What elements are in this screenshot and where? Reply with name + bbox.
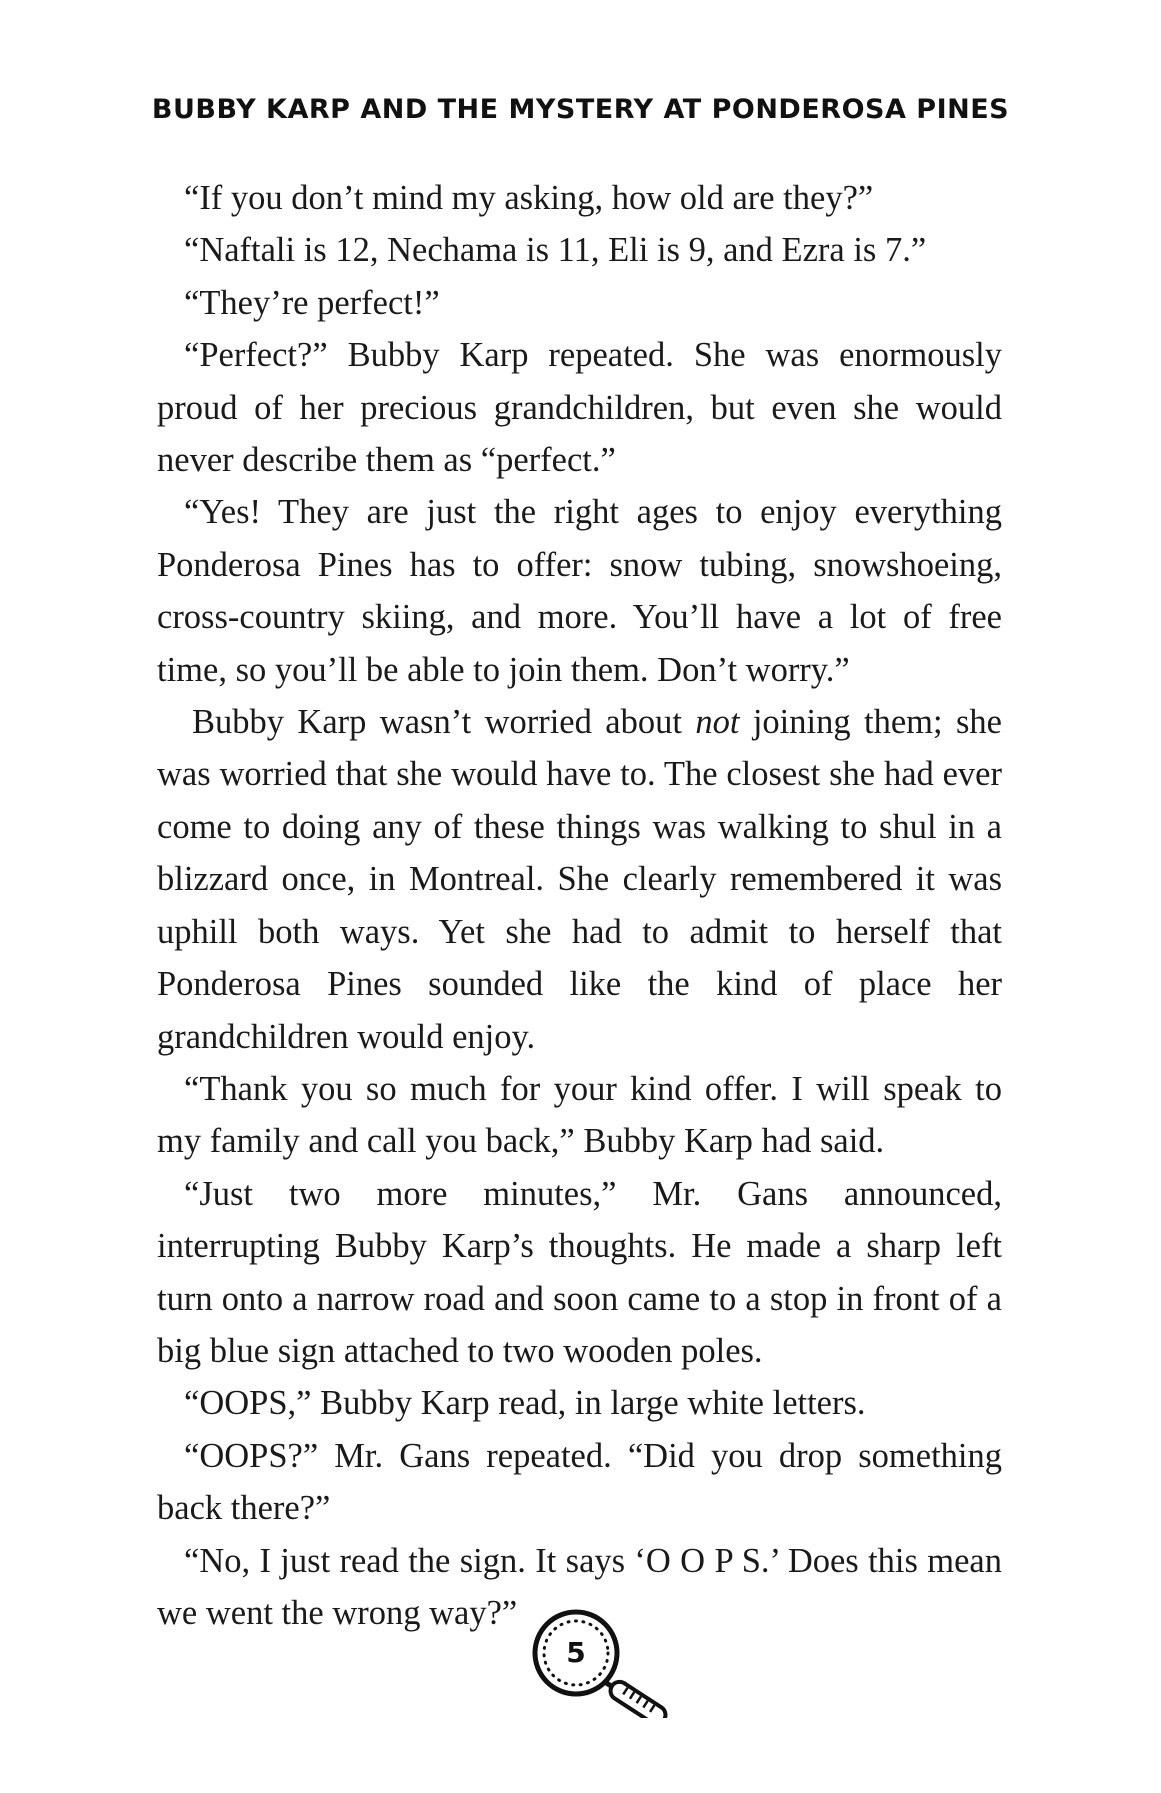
page-folio (524, 1608, 684, 1718)
page-number: 5 (566, 1636, 586, 1669)
running-head: BUBBY KARP AND THE MYSTERY AT PONDEROSA PINES (151, 94, 1010, 125)
body-text (157, 172, 1002, 1639)
paragraph: “Just two more minutes,” Mr. Gans announced, interrupting Bubby Karp’s thoughts. He made a sharp left turn onto a narrow road and soon came to a stop in front of a big blue sign attached to two wooden poles. (157, 1174, 1002, 1370)
paragraph-text: Bubby Karp wasn’t worried about (192, 703, 696, 742)
paragraph: “OOPS,” Bubby Karp read, in large white letters. (184, 1384, 866, 1423)
paragraph-worried (157, 696, 1002, 1063)
paragraph: “OOPS?” Mr. Gans repeated. “Did you drop something back there?” (157, 1436, 1002, 1528)
paragraph: “Naftali is 12, Nechama is 11, Eli is 9, and Ezra is 7.” (184, 231, 927, 270)
emphasis-text: not (695, 703, 740, 742)
paragraph: “Yes! They are just the right ages to enjoy everything Ponderosa Pines has to offer: snow tubing, snowshoeing, cross-country skiing, and more. You’ll have a lot of free time, so you’ll be able to join them. Don’t worry.” (157, 493, 1002, 689)
paragraph-text: joining them; she was worried that she would have to. The closest she had ever come to doing any of these things was walking to shul in a blizzard once, in Montreal. She clearly remembered it was uphill both ways. Yet she had to admit to herself that Ponderosa Pines sounded like the kind of place her grandchildren would enjoy. (157, 703, 1002, 1056)
paragraph: “No, I just read the sign. It says ‘O O P S.’ Does this mean we went the wrong way?” (157, 1541, 1002, 1632)
paragraph: “Perfect?” Bubby Karp repeated. She was enormously proud of her precious grandchildren, but even she would never describe them as “perfect.” (157, 336, 1002, 480)
magnifying-glass-icon (524, 1608, 684, 1718)
paragraph: “They’re perfect!” (184, 283, 440, 322)
paragraph: “If you don’t mind my asking, how old are they?” (184, 179, 874, 217)
paragraph: “Thank you so much for your kind offer. I will speak to my family and call you back,” Bubby Karp had said. (157, 1069, 1002, 1161)
